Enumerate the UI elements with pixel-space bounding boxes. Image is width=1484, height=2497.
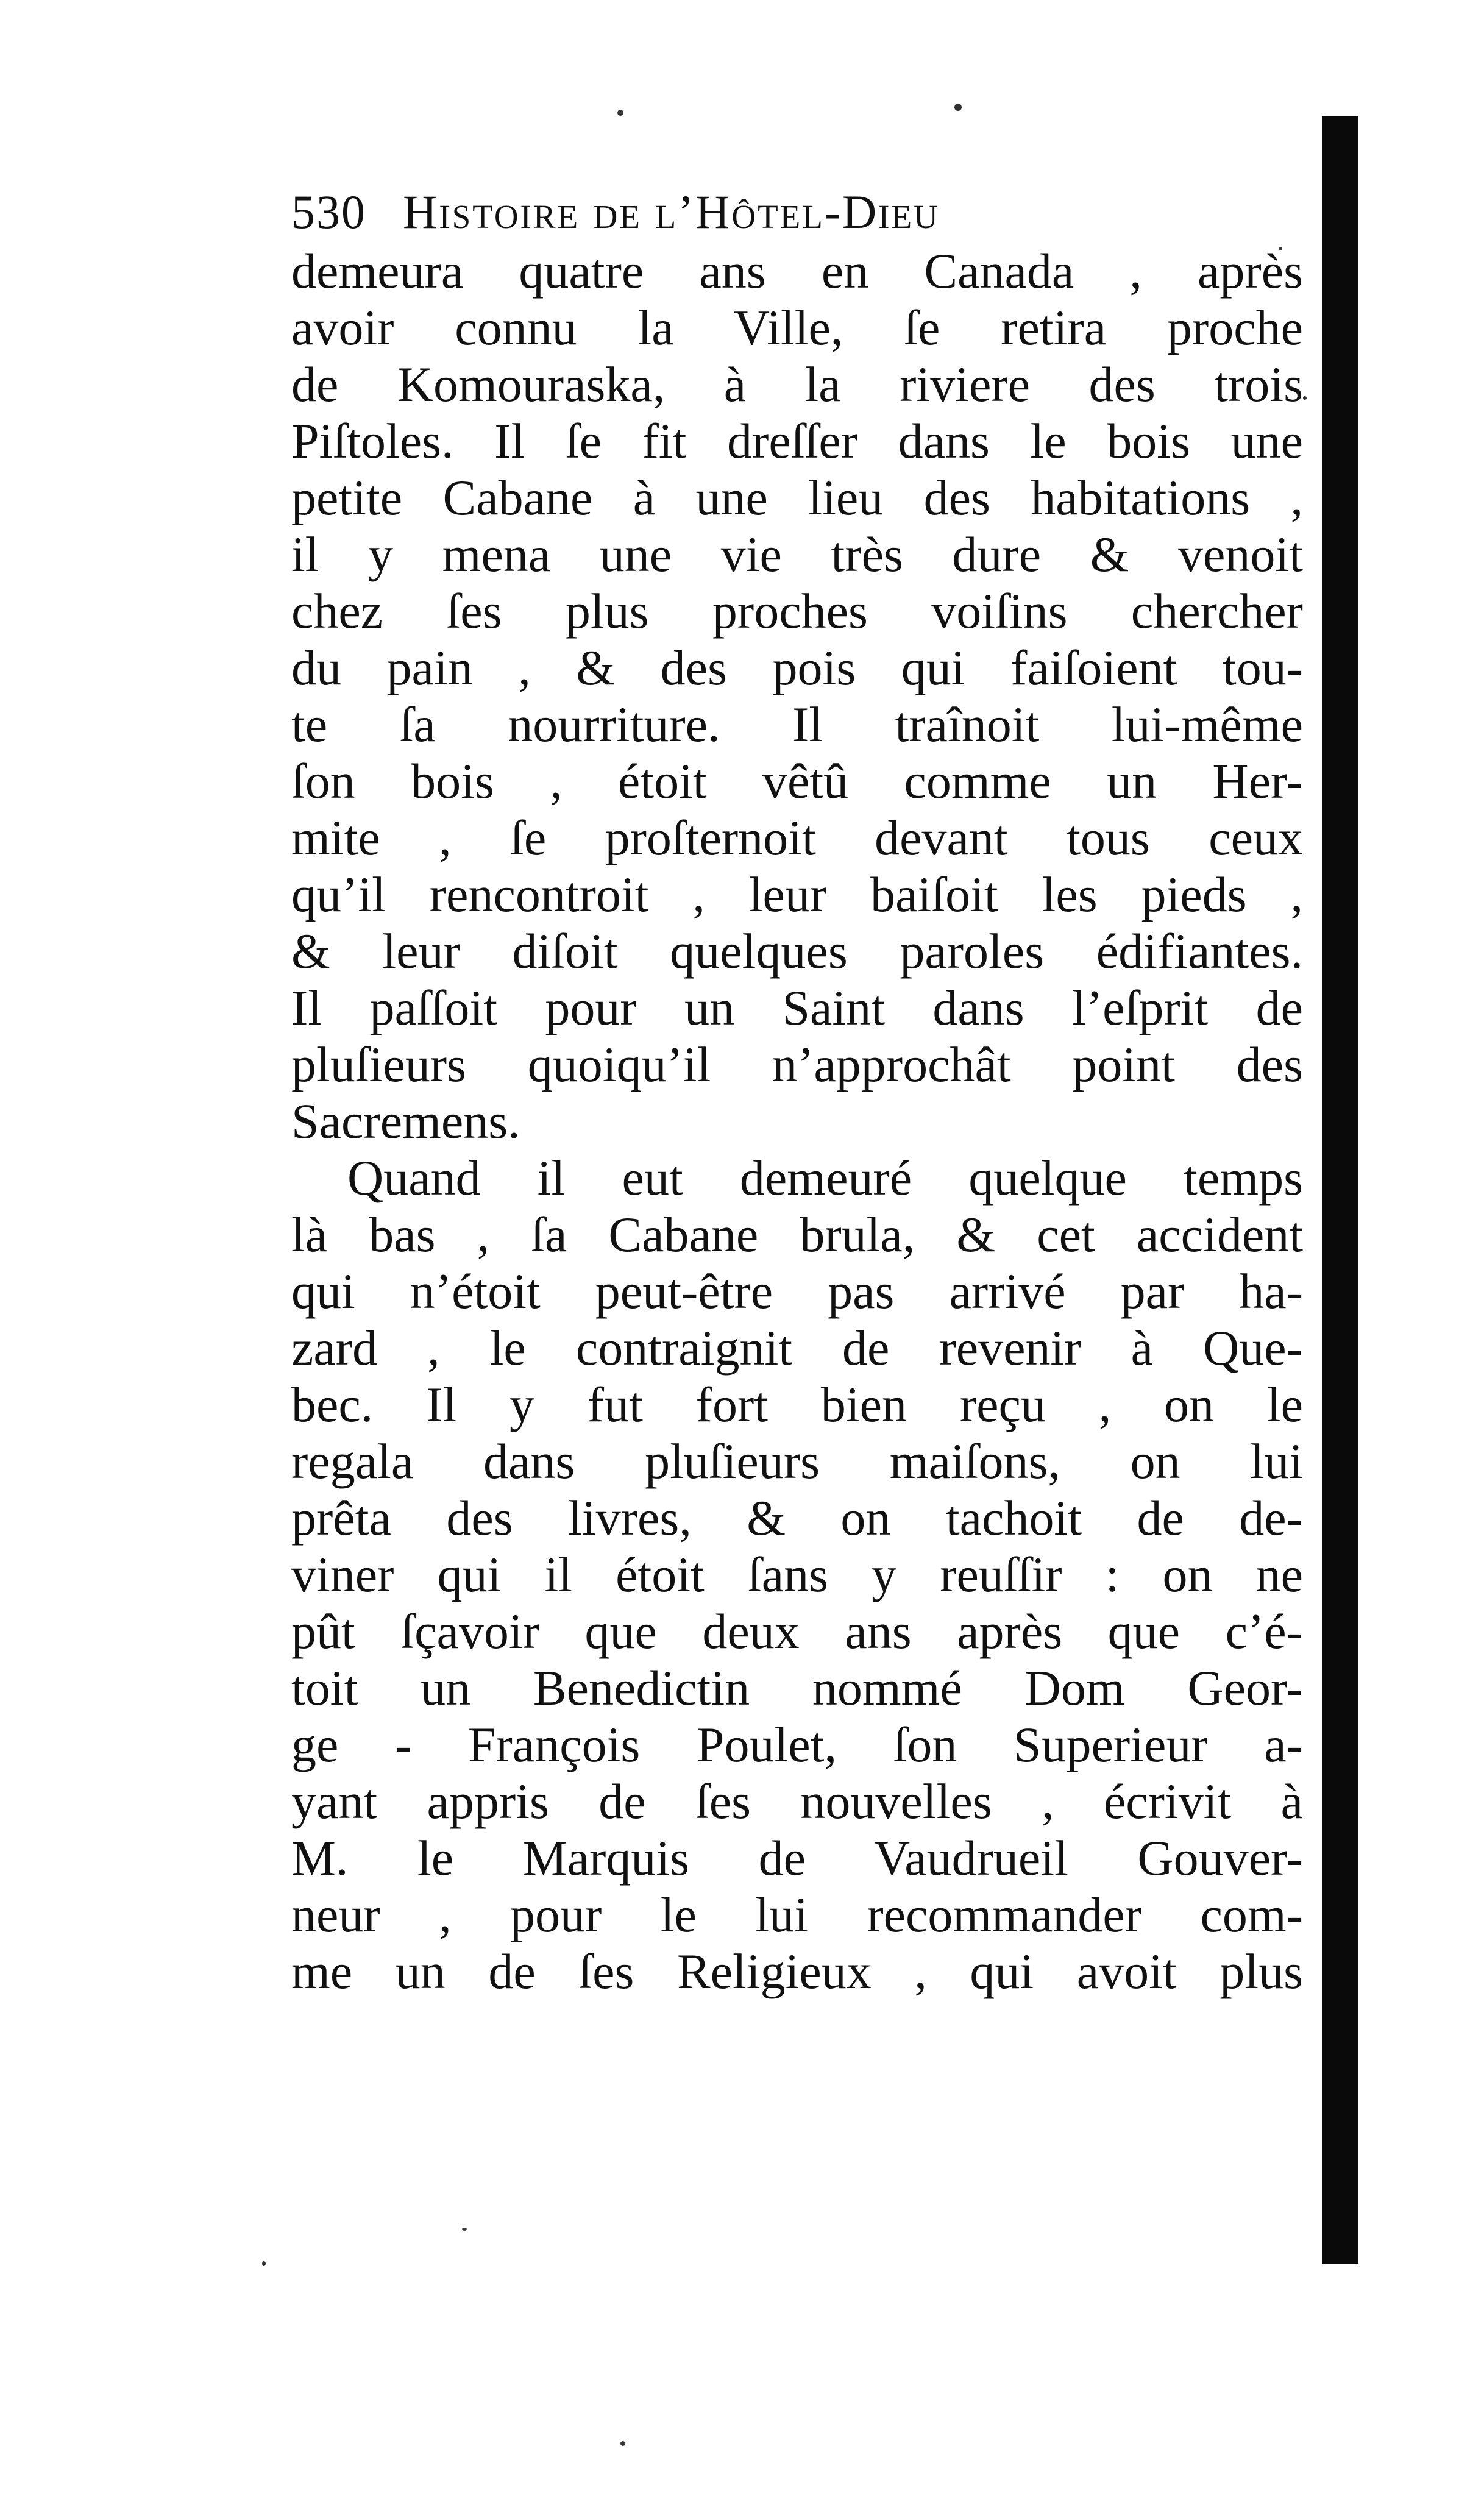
print-speck [954, 104, 962, 111]
text-line: zard , le contraignit de revenir à Que- [291, 1320, 1303, 1376]
text-line: mite , ſe proſternoit devant tous ceux [291, 810, 1303, 865]
page-number: 530 [291, 185, 366, 238]
text-line: Piſtoles. Il ſe fit dreſſer dans le bois une [291, 413, 1303, 469]
running-head [291, 182, 1303, 243]
text-line: yant appris de ſes nouvelles , écrivit à [291, 1774, 1303, 1829]
text-line: viner qui il étoit ſans y reuſſir : on ne [291, 1547, 1303, 1602]
text-line: ſon bois , étoit vêtû comme un Her- [291, 753, 1303, 809]
text-line: chez ſes plus proches voiſins chercher [291, 583, 1303, 639]
print-speck [462, 2228, 467, 2231]
text-line: avoir connu la Ville, ſe retira proche [291, 300, 1303, 355]
text-line: qui n’étoit peut-être pas arrivé par ha- [291, 1263, 1303, 1319]
text-line: regala dans pluſieurs maiſons, on lui [291, 1433, 1303, 1489]
text-line: là bas , ſa Cabane brula, & cet accident [291, 1207, 1303, 1262]
text-line: ge - François Poulet, ſon Superieur a- [291, 1717, 1303, 1772]
paragraph [291, 1149, 1303, 2000]
text-line: me un de ſes Religieux , qui avoit plus [291, 1944, 1303, 1999]
text-line: qu’il rencontroit , leur baiſoit les pieds , [291, 867, 1303, 922]
text-line: demeura quatre ans en Canada , après [291, 243, 1303, 299]
print-speck [262, 2261, 266, 2266]
text-line: de Komouraska, à la riviere des trois [291, 357, 1303, 412]
text-block [291, 182, 1303, 2000]
text-line: pluſieurs quoiqu’il n’approchât point des [291, 1037, 1303, 1092]
text-line: Il paſſoit pour un Saint dans l’eſprit de [291, 980, 1303, 1035]
text-line: toit un Benedictin nommé Dom Geor- [291, 1660, 1303, 1716]
text-line: petite Cabane à une lieu des habitations , [291, 470, 1303, 525]
print-speck [1303, 396, 1307, 400]
text-line: il y mena une vie très dure & venoit [291, 527, 1303, 582]
text-line: neur , pour le lui recommander com- [291, 1887, 1303, 1942]
text-line: pût ſçavoir que deux ans après que c’é- [291, 1604, 1303, 1659]
text-line: Sacremens. [291, 1093, 520, 1149]
text-line: te ſa nourriture. Il traînoit lui-même [291, 697, 1303, 752]
text-line: M. le Marquis de Vaudrueil Gouver- [291, 1830, 1303, 1886]
page-edge-shadow [1322, 116, 1358, 2264]
text-line: prêta des livres, & on tachoit de de- [291, 1490, 1303, 1546]
running-title: Histoire de l’Hôtel-Dieu [403, 185, 940, 238]
text-line: Quand il eut demeuré quelque temps [347, 1150, 1303, 1206]
text-line: du pain , & des pois qui faiſoient tou- [291, 640, 1303, 695]
print-speck [617, 110, 623, 116]
print-speck [620, 2441, 625, 2446]
text-line: & leur diſoit quelques paroles édifiantes. [291, 923, 1303, 979]
text-line: bec. Il y fut fort bien reçu , on le [291, 1377, 1303, 1432]
paragraph [291, 243, 1303, 1149]
